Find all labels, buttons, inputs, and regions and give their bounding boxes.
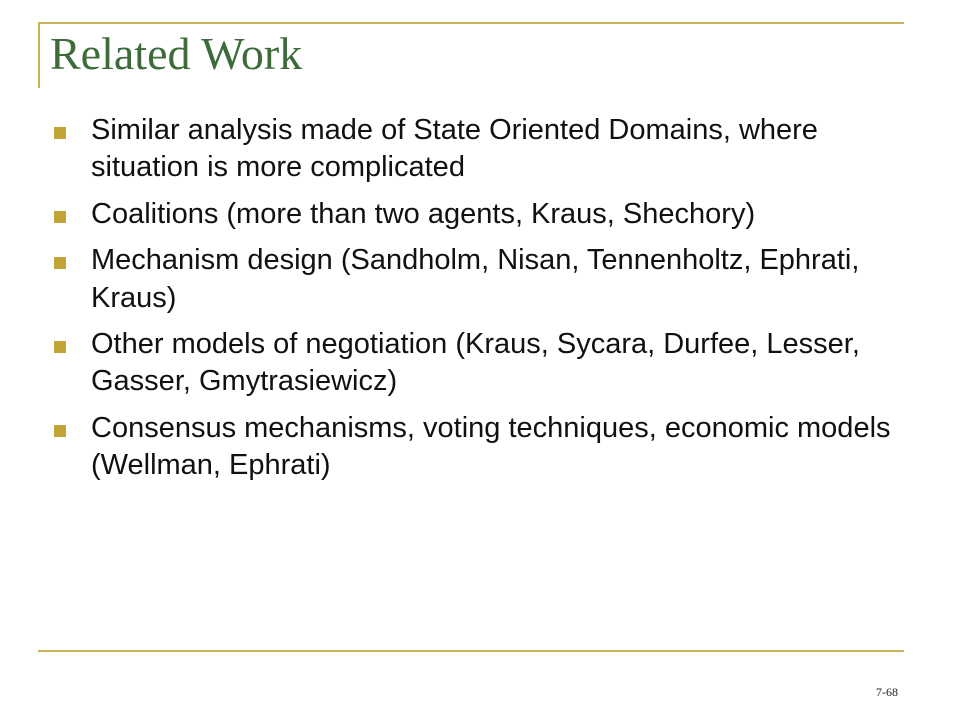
bullet-text: Other models of negotiation (Kraus, Sycara, Durfee, Lesser, Gasser, Gmytrasiewicz) [91, 328, 860, 398]
footer-rule [38, 650, 904, 652]
bullet-text: Similar analysis made of State Oriented Domains, where situation is more complicated [91, 114, 818, 184]
bullet-item [48, 410, 908, 485]
square-bullet-icon [54, 425, 66, 437]
bullet-item [48, 326, 908, 401]
title-left-rule [38, 22, 40, 88]
title-top-rule [38, 22, 904, 24]
bullet-text: Consensus mechanisms, voting techniques, economic models (Wellman, Ephrati) [91, 411, 891, 482]
bullet-list [48, 112, 908, 494]
bullet-item [48, 242, 908, 317]
square-bullet-icon [54, 211, 66, 223]
bullet-text: Mechanism design (Sandholm, Nisan, Tennenholtz, Ephrati, Kraus) [91, 244, 860, 314]
bullet-item [48, 112, 908, 187]
square-bullet-icon [54, 341, 66, 353]
square-bullet-icon [54, 257, 66, 269]
slide-title: Related Work [50, 28, 303, 79]
square-bullet-icon [54, 127, 66, 139]
bullet-text: Coalitions (more than two agents, Kraus, Shechory) [91, 197, 756, 230]
slide-number: 7-68 [876, 685, 898, 699]
bullet-item [48, 196, 908, 233]
